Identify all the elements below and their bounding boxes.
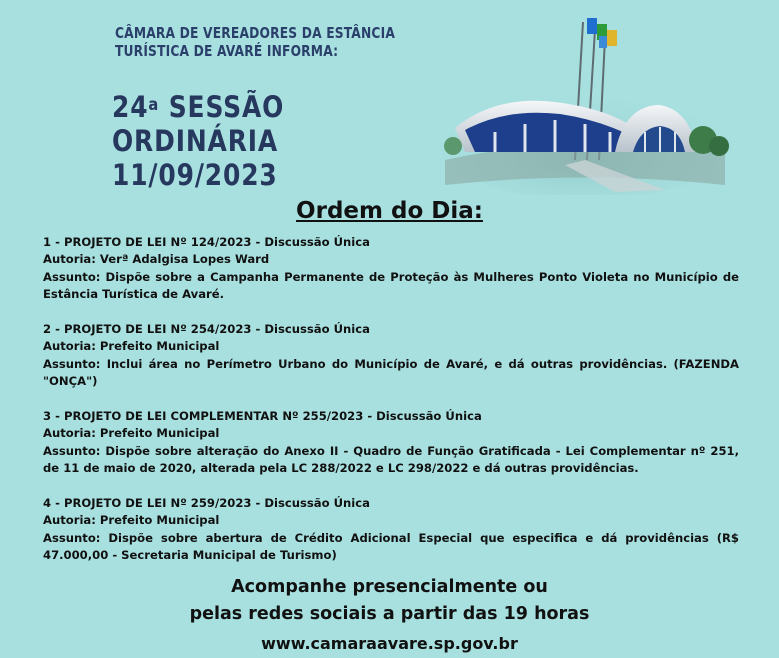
footer: [0, 574, 779, 656]
agenda-item: [43, 234, 739, 304]
agenda-item: [43, 495, 739, 565]
item-heading: 2 - PROJETO DE LEI Nº 254/2023 - Discussão Única: [43, 322, 370, 337]
item-subject: Assunto: Inclui área no Perímetro Urbano do Município de Avaré, e dá outras providências. (FAZENDA "ONÇA"): [43, 356, 739, 389]
header-line-1: CÂMARA DE VEREADORES DA ESTÂNCIA: [115, 24, 396, 42]
agenda-list: [43, 234, 739, 582]
agenda-title: Ordem do Dia:: [296, 198, 483, 224]
session-ordinal: a: [148, 95, 160, 115]
item-subject: Assunto: Dispõe sobre alteração do Anexo II - Quadro de Função Gratificada - Lei Complementar nº 251, de 11 de maio de 2020, alterada pela LC 288/2022 e LC 298/2022 e dá outras providências.: [43, 443, 739, 476]
item-heading: 3 - PROJETO DE LEI COMPLEMENTAR Nº 255/2023 - Discussão Única: [43, 409, 482, 424]
session-word-2: ORDINÁRIA: [112, 124, 279, 158]
chamber-building-image: [435, 10, 735, 195]
website-link[interactable]: www.camaraavare.sp.gov.br: [261, 634, 518, 653]
header-line-2: TURÍSTICA DE AVARÉ INFORMA:: [115, 42, 339, 60]
session-date: 11/09/2023: [112, 158, 278, 192]
item-subject: Assunto: Dispõe sobre a Campanha Permanente de Proteção às Mulheres Ponto Violeta no Município de Estância Turística de Avaré.: [43, 269, 739, 302]
footer-line-2: pelas redes sociais a partir das 19 horas: [189, 604, 590, 624]
agenda-item: [43, 408, 739, 478]
item-author: Autoria: Prefeito Municipal: [43, 513, 220, 528]
session-number-line: [112, 90, 284, 124]
item-heading: 1 - PROJETO DE LEI Nº 124/2023 - Discussão Única: [43, 235, 370, 249]
session-number: 24: [112, 90, 149, 124]
item-heading: 4 - PROJETO DE LEI Nº 259/2023 - Discussão Única: [43, 496, 370, 511]
footer-line-1: Acompanhe presencialmente ou: [231, 577, 548, 597]
item-author: Autoria: Verª Adalgisa Lopes Ward: [43, 252, 270, 267]
item-subject: Assunto: Dispõe sobre abertura de Crédito Adicional Especial que especifica e dá providências (R$ 47.000,00 - Secretaria Municipal de Turismo): [43, 530, 739, 563]
session-title: [112, 90, 284, 192]
item-author: Autoria: Prefeito Municipal: [43, 426, 220, 441]
agenda-item: [43, 321, 739, 391]
header-announcement: [115, 24, 395, 60]
session-word-1: SESSÃO: [168, 90, 285, 124]
item-author: Autoria: Prefeito Municipal: [43, 339, 220, 354]
